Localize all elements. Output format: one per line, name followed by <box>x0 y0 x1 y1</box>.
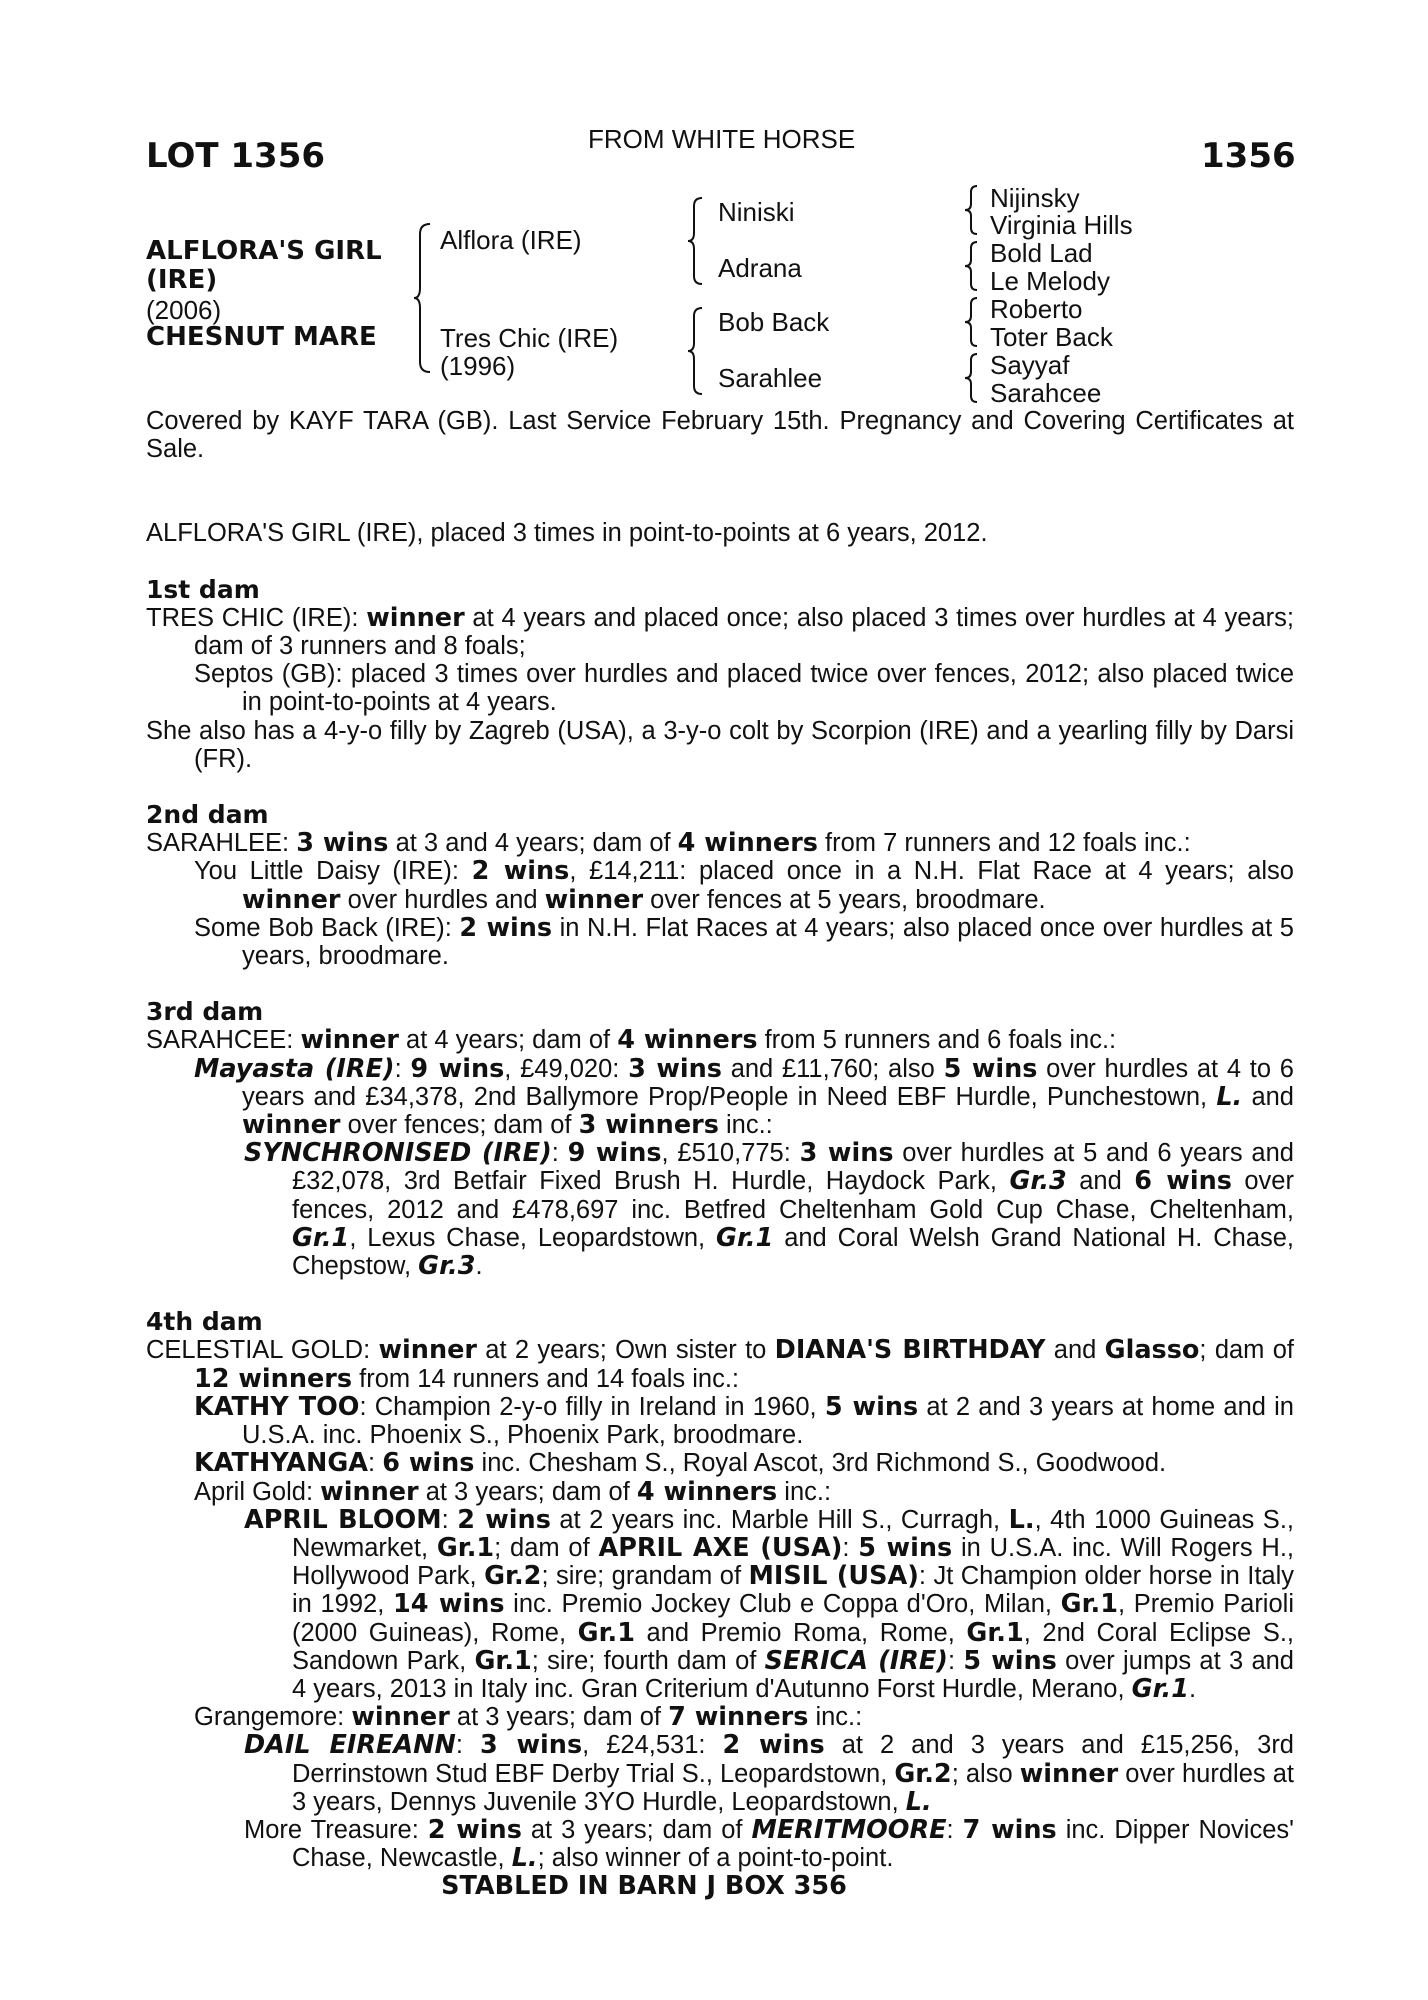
stabling-location: STABLED IN BARN J BOX 356 <box>441 1871 847 1902</box>
horse-country: (IRE) <box>146 265 218 295</box>
pedigree-ggd-1: Virginia Hills <box>990 210 1133 240</box>
first-dam-heading: 1st dam <box>146 574 260 604</box>
covering-note: Covered by KAYF TARA (GB). Last Service February 15th. Pregnancy and Covering Certificates at Sale. <box>146 407 1294 464</box>
pedigree-brace-dam <box>686 306 706 396</box>
produce-kathy-too: KATHY TOO: Champion 2-y-o filly in Ireland in 1960, 5 wins at 2 and 3 years at home and in U.S.A. inc. Phoenix S., Phoenix Park, broodmare. <box>194 1391 1294 1450</box>
pedigree-brace-main <box>412 222 436 374</box>
fourth-dam-entry: CELESTIAL GOLD: winner at 2 years; Own sister to DIANA'S BIRTHDAY and Glasso; dam of 12 winners from 14 runners and 14 foals inc.: <box>146 1335 1294 1394</box>
pedigree-dam-sire: Bob Back <box>718 307 830 337</box>
first-dam-entry: TRES CHIC (IRE): winner at 4 years and placed once; also placed 3 times over hurdles at 4 years; dam of 3 runners and 8 foals; <box>146 602 1294 661</box>
produce-april-gold: April Gold: winner at 3 years; dam of 4 winners inc.: <box>194 1476 832 1507</box>
produce-april-bloom: APRIL BLOOM: 2 wins at 2 years inc. Marble Hill S., Curragh, L., 4th 1000 Guineas S., Newmarket, Gr.1; dam of APRIL AXE (USA): 5 wins in U.S.A. inc. Will Rogers H., Hollywood Park, Gr.2; sire; grandam of MISIL (USA): Jt Champion older horse in Italy in 1992, 14 wins inc. Premio Jockey Club e Coppa d'Oro, Milan, Gr.1, Premio Parioli (2000 Guineas), Rome, Gr.1 and Premio Roma, Rome, Gr.1, 2nd Coral Eclipse S., Sandown Park, Gr.1; sire; fourth dam of SERICA (IRE): 5 wins over jumps at 3 and 4 years, 2013 in Italy inc. Gran Criterium d'Autunno Forst Hurdle, Merano, Gr.1. <box>244 1504 1295 1704</box>
horse-name: ALFLORA'S GIRL <box>146 236 382 266</box>
lot-label: LOT 1356 <box>146 136 326 176</box>
produce-some-bob-back: Some Bob Back (IRE): 2 wins in N.H. Flat Races at 4 years; also placed once over hurdles at 5 years, broodmare. <box>194 912 1294 971</box>
race-summary: ALFLORA'S GIRL (IRE), placed 3 times in point-to-points at 6 years, 2012. <box>146 519 988 548</box>
pedigree-ggd-2: Le Melody <box>990 266 1110 296</box>
pedigree-ggs-1: Nijinsky <box>990 183 1080 213</box>
pedigree-brace-sarahlee <box>963 352 983 404</box>
produce-dail-eireann: DAIL EIREANN: 3 wins, £24,531: 2 wins at 2 and 3 years and £15,256, 3rd Derrinstown Stud EBF Derby Trial S., Leopardstown, Gr.2; also winner over hurdles at 3 years, Dennys Juvenile 3YO Hurdle, Leopardstown, L. <box>244 1730 1294 1817</box>
pedigree-ggs-2: Bold Lad <box>990 238 1093 268</box>
produce-synchronised: SYNCHRONISED (IRE): 9 wins, £510,775: 3 wins over hurdles at 5 and 6 years and £32,078, 3rd Betfair Fixed Brush H. Hurdle, Haydock Park, Gr.3 and 6 wins over fences, 2012 and £478,697 inc. Betfred Cheltenham Gold Cup Chase, Cheltenham, Gr.1, Lexus Chase, Leopardstown, Gr.1 and Coral Welsh Grand National H. Chase, Chepstow, Gr.3. <box>244 1138 1295 1282</box>
first-dam-younger-stock: She also has a 4-y-o filly by Zagreb (USA), a 3-y-o colt by Scorpion (IRE) and a yearling filly by Darsi (FR). <box>146 716 1294 773</box>
pedigree-sire-sire: Niniski <box>718 197 795 227</box>
produce-grangemore: Grangemore: winner at 3 years; dam of 7 winners inc.: <box>194 1702 863 1733</box>
consignor: FROM WHITE HORSE <box>588 124 856 154</box>
pedigree-brace-bob-back <box>963 296 983 348</box>
pedigree-ggd-3: Toter Back <box>990 322 1113 352</box>
pedigree-brace-adrana <box>963 240 983 292</box>
lot-number: 1356 <box>1201 136 1296 176</box>
pedigree-brace-sire <box>686 196 706 286</box>
fourth-dam-heading: 4th dam <box>146 1307 263 1337</box>
pedigree-dam-dam: Sarahlee <box>718 363 823 393</box>
second-dam-heading: 2nd dam <box>146 800 269 830</box>
produce-septos: Septos (GB): placed 3 times over hurdles and placed twice over fences, 2012; also placed twice in point-to-points at 4 years. <box>194 660 1294 717</box>
produce-mayasta: Mayasta (IRE): 9 wins, £49,020: 3 wins and £11,760; also 5 wins over hurdles at 4 to 6 years and £34,378, 2nd Ballymore Prop/People in Need EBF Hurdle, Punchestown, L. and winner over fences; dam of 3 winners inc.: <box>194 1053 1294 1141</box>
second-dam-entry: SARAHLEE: 3 wins at 3 and 4 years; dam of 4 winners from 7 runners and 12 foals inc.: <box>146 828 1191 859</box>
horse-sex-colour: CHESNUT MARE <box>146 322 377 352</box>
produce-kathyanga: KATHYANGA: 6 wins inc. Chesham S., Royal Ascot, 3rd Richmond S., Goodwood. <box>194 1448 1167 1479</box>
third-dam-entry: SARAHCEE: winner at 4 years; dam of 4 winners from 5 runners and 6 foals inc.: <box>146 1025 1117 1056</box>
pedigree-brace-niniski <box>963 184 983 236</box>
produce-you-little-daisy: You Little Daisy (IRE): 2 wins, £14,211: placed once in a N.H. Flat Race at 4 years; also winner over hurdles and winner over fences at 5 years, broodmare. <box>194 856 1294 915</box>
pedigree-ggs-4: Sayyaf <box>990 350 1070 380</box>
pedigree-ggd-4: Sarahcee <box>990 378 1102 408</box>
pedigree-sire: Alflora (IRE) <box>440 225 582 255</box>
pedigree-sire-dam: Adrana <box>718 253 802 283</box>
produce-more-treasure: More Treasure: 2 wins at 3 years; dam of MERITMOORE: 7 wins inc. Dipper Novices' Chase, Newcastle, L.; also winner of a point-to-point. <box>244 1814 1295 1874</box>
pedigree-dam: Tres Chic (IRE) <box>440 323 619 353</box>
pedigree-dam-year: (1996) <box>440 351 516 381</box>
third-dam-heading: 3rd dam <box>146 997 264 1027</box>
horse-year: (2006) <box>146 295 222 325</box>
pedigree-ggs-3: Roberto <box>990 294 1083 324</box>
catalogue-body <box>146 407 1294 1901</box>
